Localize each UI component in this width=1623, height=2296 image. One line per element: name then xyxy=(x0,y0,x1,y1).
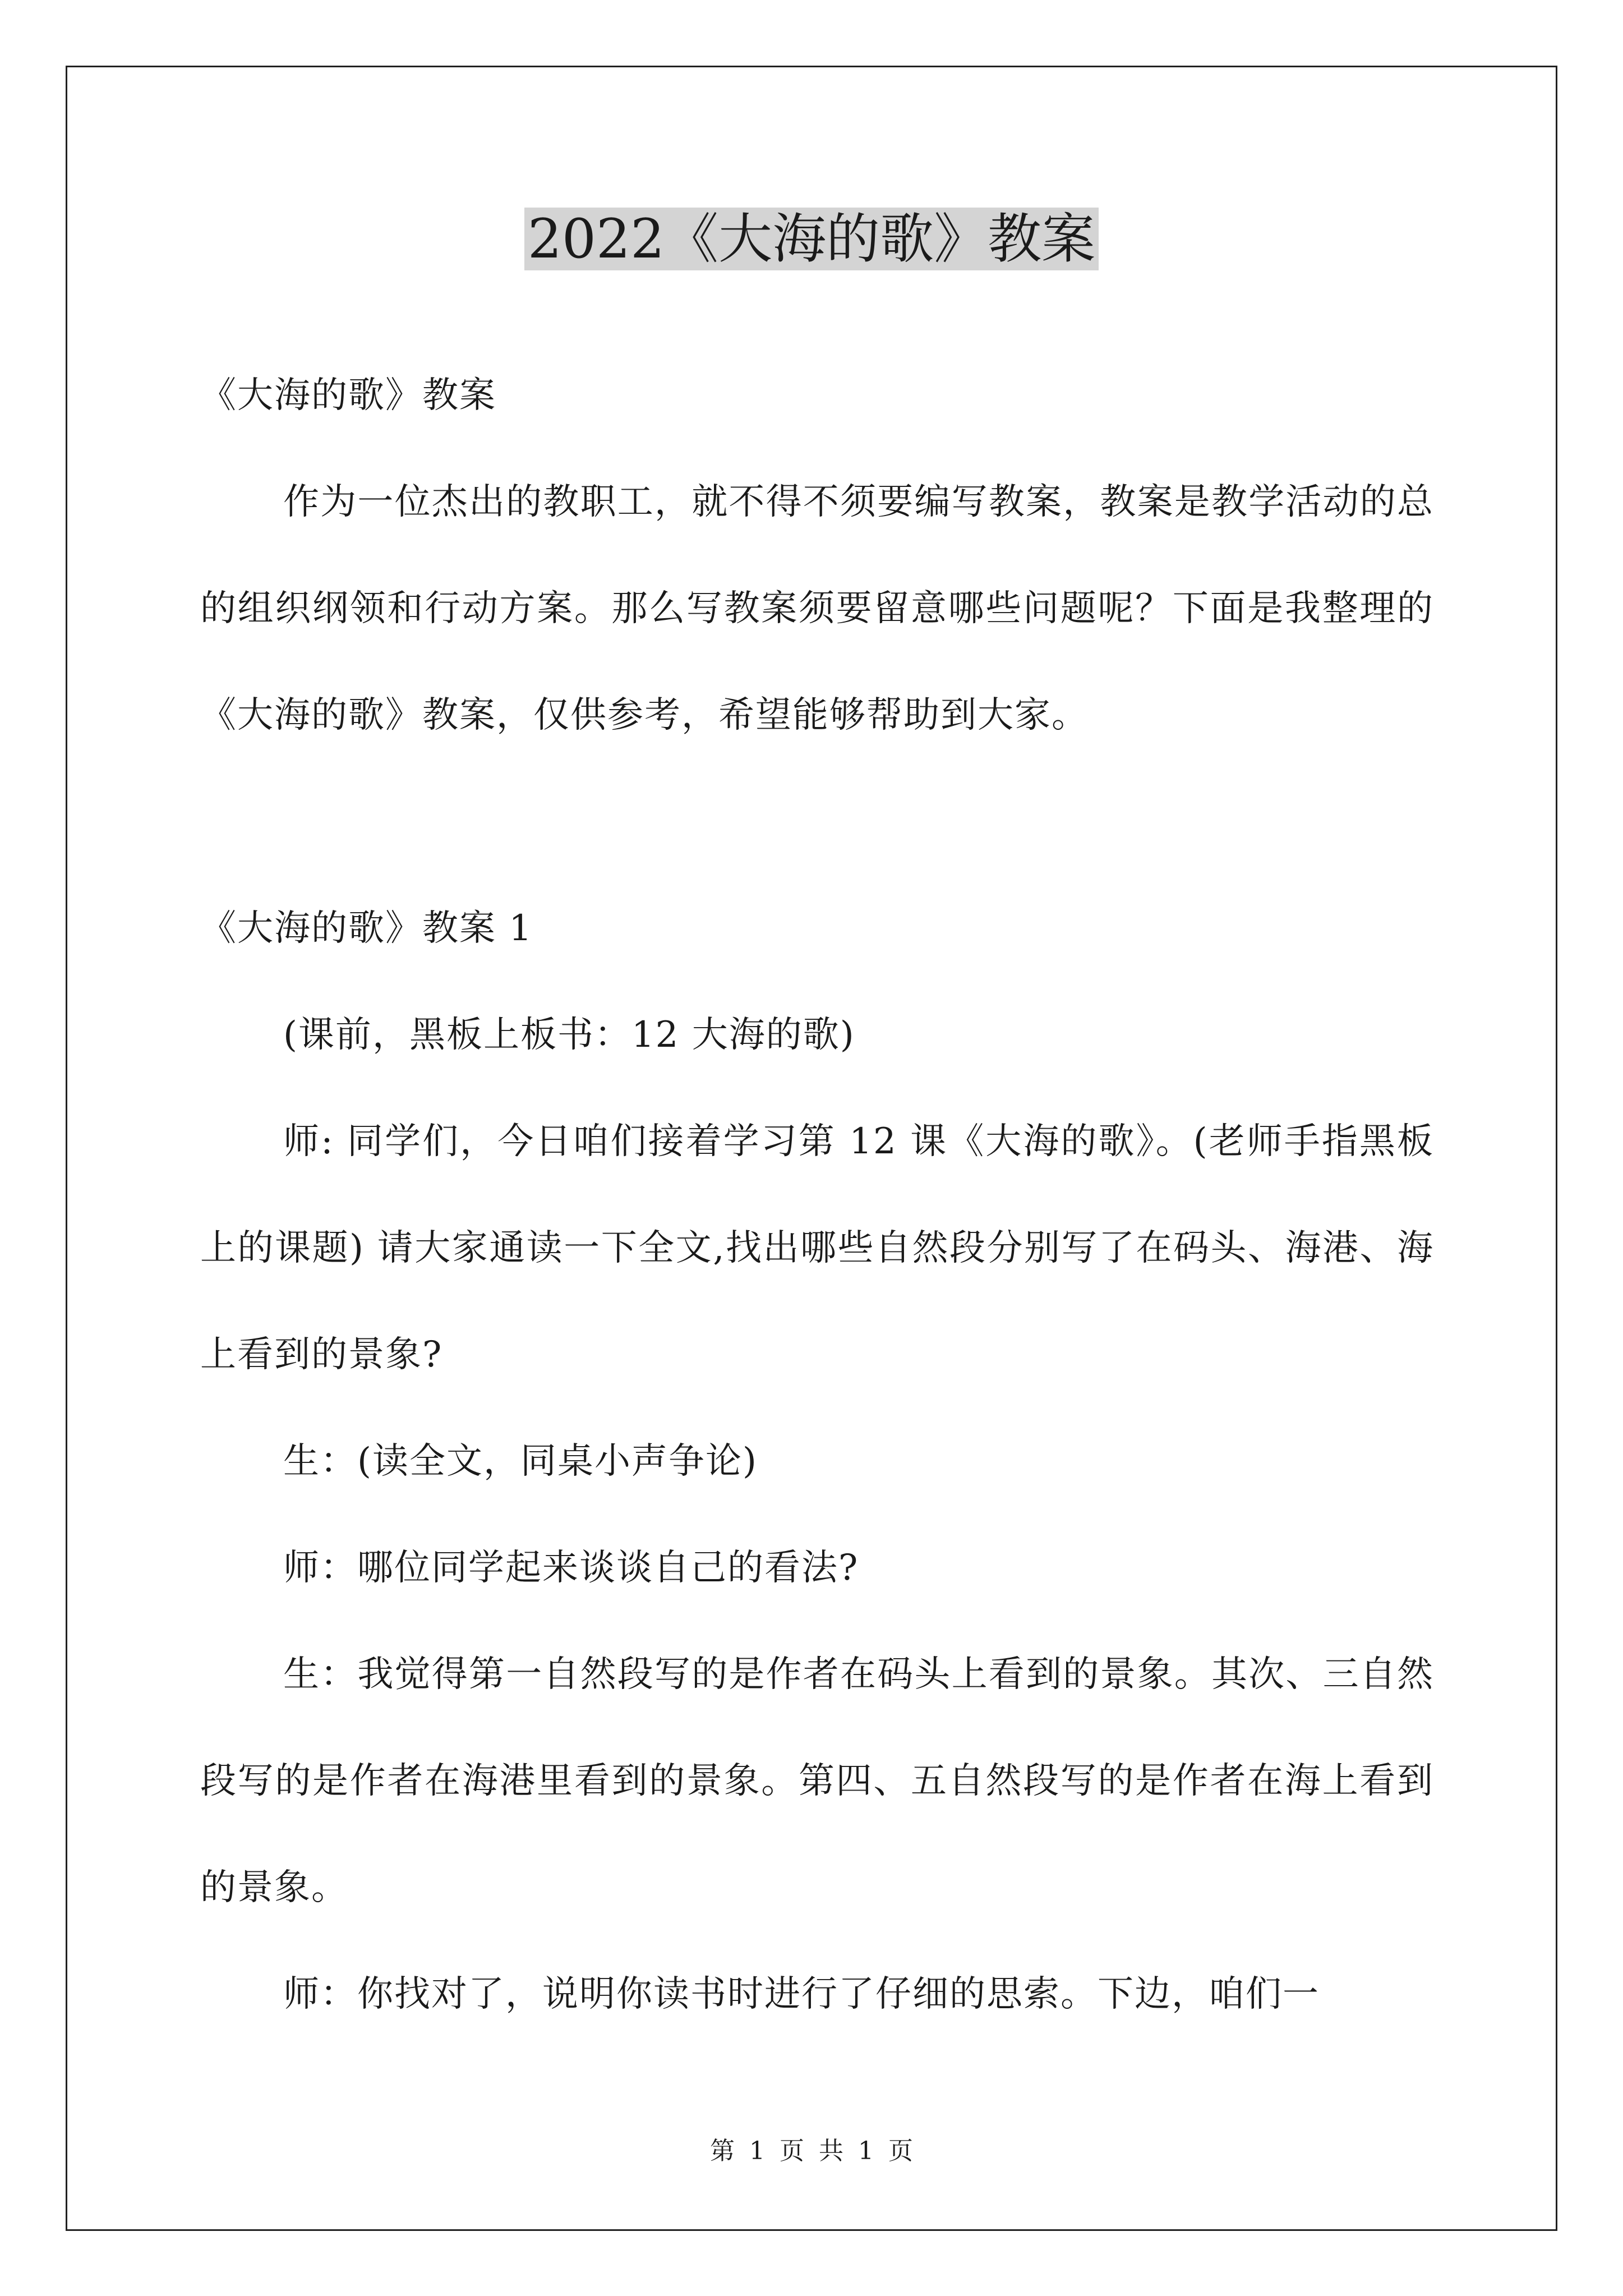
body-paragraph: 生：(读全文，同桌小声争论) xyxy=(283,1441,758,1482)
section-heading: 《大海的歌》教案 1 xyxy=(200,908,533,949)
body-paragraph: 师：你找对了，说明你读书时进行了仔细的思索。下边，咱们一 xyxy=(283,1973,1320,2015)
page-number-footer: 第 1 页 共 1 页 xyxy=(710,2137,913,2165)
body-paragraph: (课前，黑板上板书：12 大海的歌) xyxy=(283,1014,855,1056)
document-title xyxy=(0,200,1623,278)
document-title-text: 2022《大海的歌》教案 xyxy=(524,208,1099,270)
document-body xyxy=(200,342,1434,2047)
intro-paragraph: 作为一位杰出的教职工，就不得不须要编写教案，教案是教学活动的总的组织纲领和行动方案。那么写教案须要留意哪些问题呢？下面是我整理的《大海的歌》教案，仅供参考，希望能够帮助到大家。 xyxy=(200,481,1434,736)
document-subtitle: 《大海的歌》教案 xyxy=(200,375,496,416)
body-paragraph: 生：我觉得第一自然段写的是作者在码头上看到的景象。其次、三自然段写的是作者在海港里看到的景象。第四、五自然段写的是作者在海上看到的景象。 xyxy=(200,1654,1434,1908)
body-paragraph: 师：哪位同学起来谈谈自己的看法? xyxy=(283,1547,859,1589)
body-paragraph: 师: 同学们，今日咱们接着学习第 12 课《大海的歌》。(老师手指黑板上的课题) 请大家通读一下全文,找出哪些自然段分别写了在码头、海港、海上看到的景象? xyxy=(200,1121,1434,1375)
